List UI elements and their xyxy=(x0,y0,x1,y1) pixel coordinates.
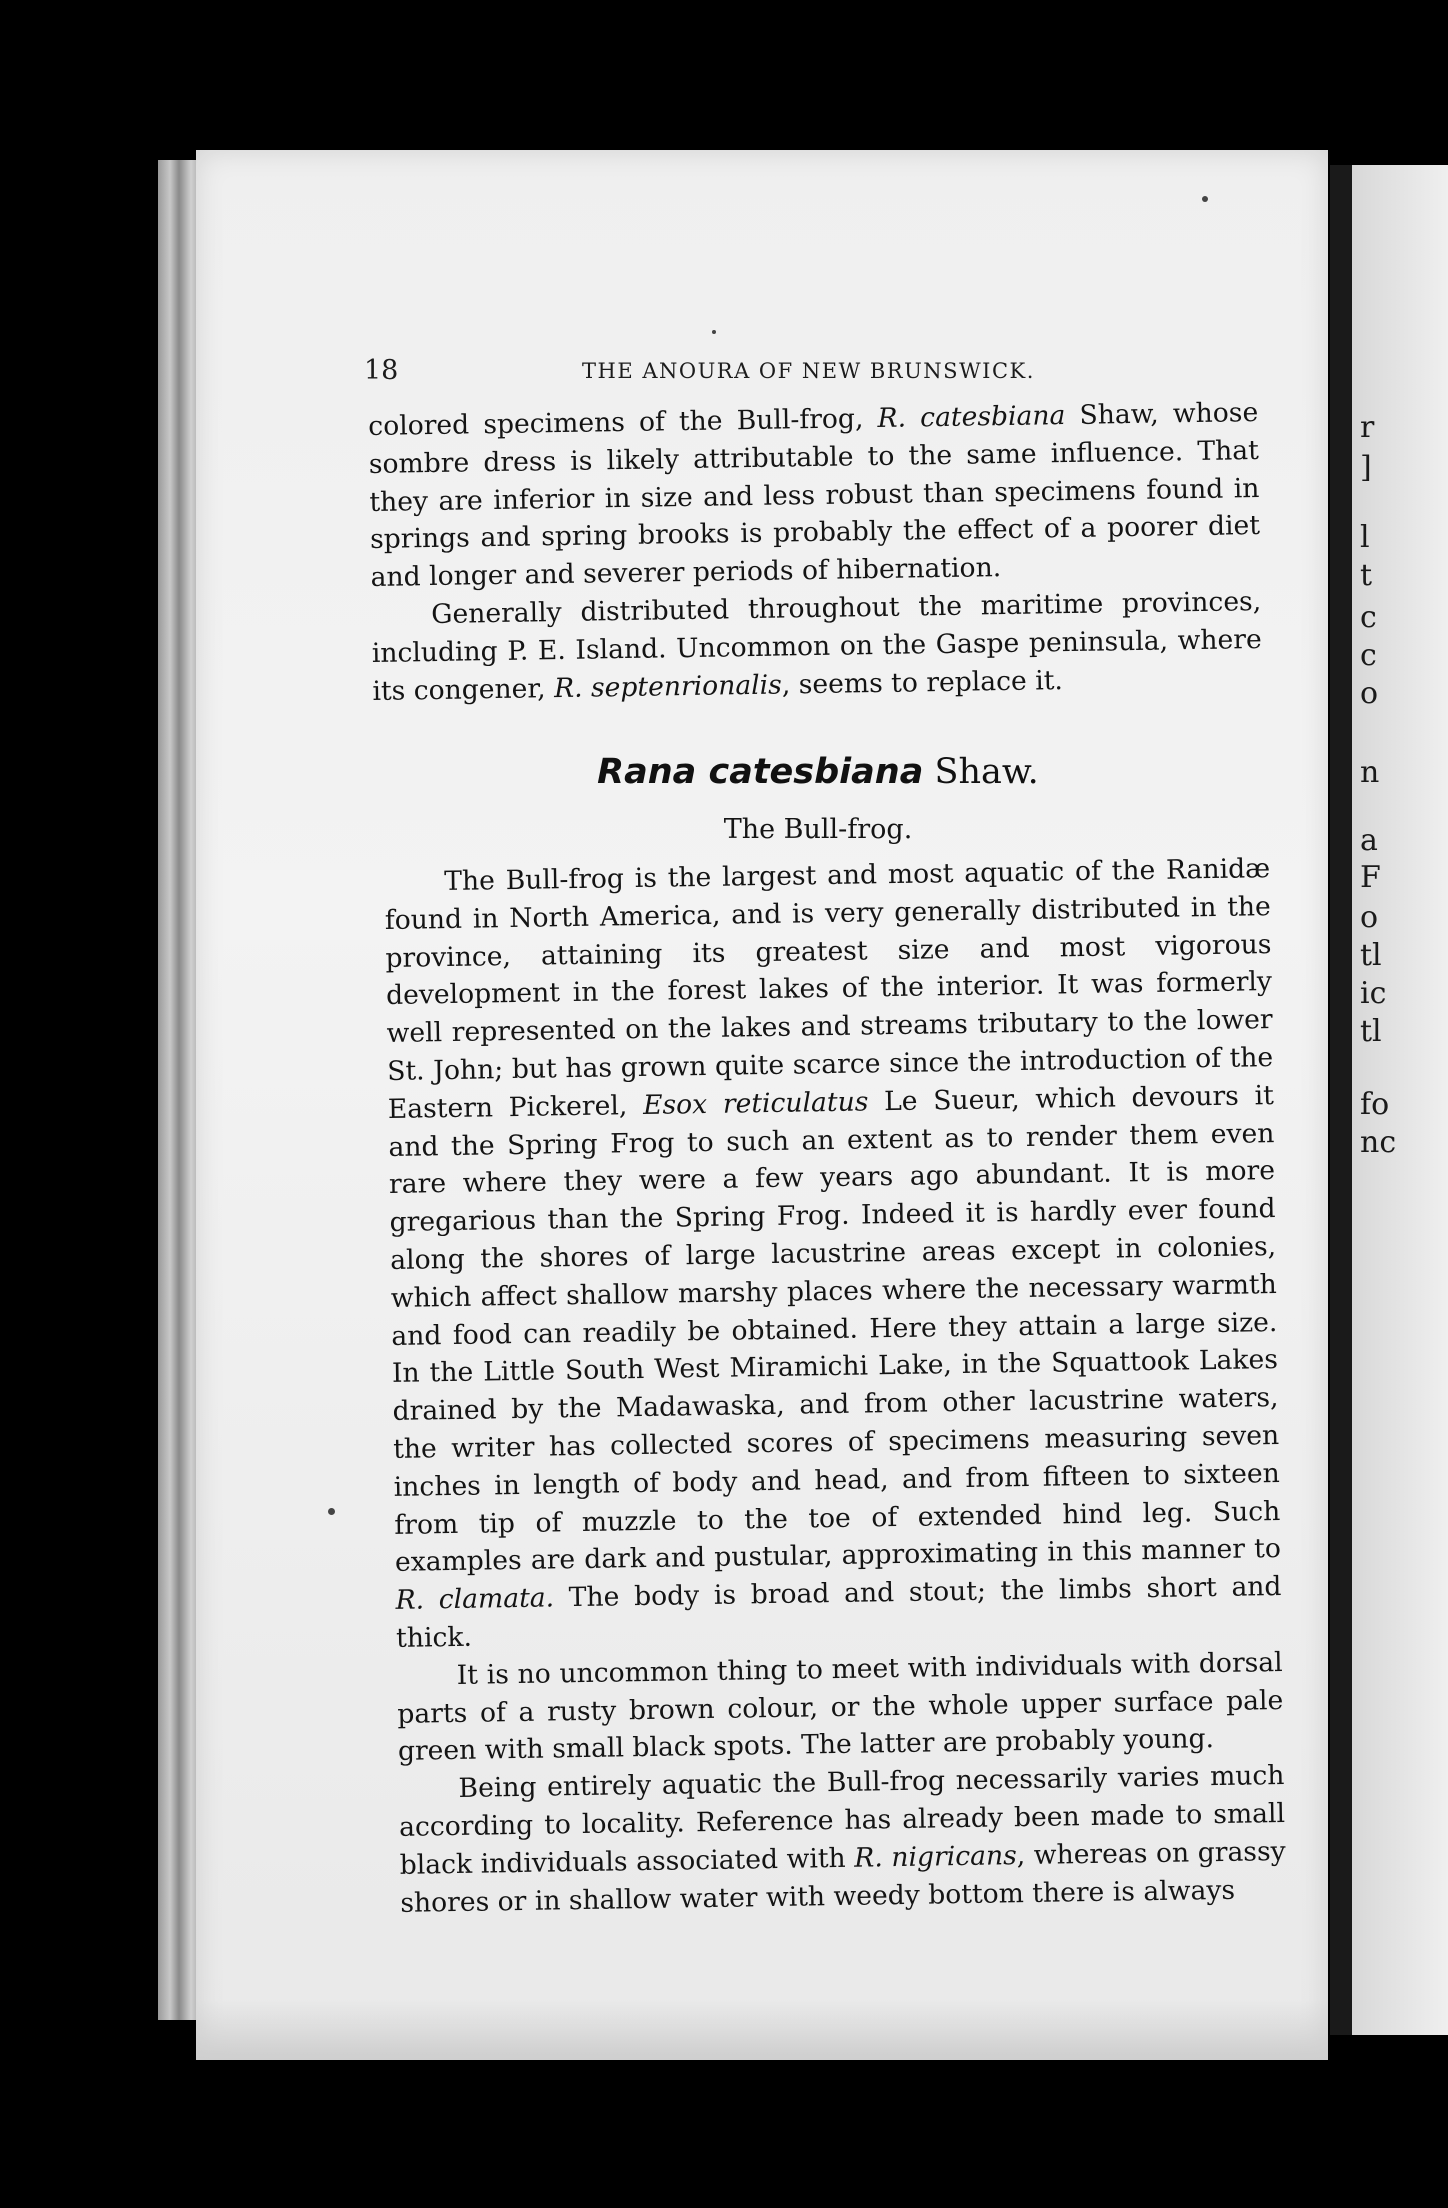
species-reference: R. catesbiana xyxy=(877,400,1066,434)
intro-paragraph-2 xyxy=(371,583,1263,710)
species-reference: Esox reticulatus xyxy=(642,1086,869,1121)
scan-speck xyxy=(712,330,716,334)
adjacent-page-fragment: tl xyxy=(1360,938,1382,973)
species-latin-name: Rana catesbiana xyxy=(597,752,924,792)
page-bottom-shadow xyxy=(196,2000,1328,2060)
intro-text xyxy=(368,394,1263,710)
page-number: 18 xyxy=(364,355,399,386)
scan-speck xyxy=(1202,196,1208,202)
species-heading xyxy=(368,752,1268,792)
body-paragraph-1 xyxy=(384,850,1282,1658)
adjacent-page-fragment: a xyxy=(1360,823,1378,858)
text-run: colored specimens of the Bull-frog, xyxy=(368,402,878,442)
species-reference: R. clamata. xyxy=(395,1582,555,1617)
text-run: , seems to replace it. xyxy=(781,664,1064,701)
text-run: Being entirely aquatic the Bull-frog necessarily varies much according to locality. Reference has already been made to small black individuals associated with xyxy=(398,1760,1286,1881)
adjacent-page-fragment: o xyxy=(1360,676,1379,711)
adjacent-page-fragment: t xyxy=(1360,558,1373,593)
adjacent-page-fragment: c xyxy=(1360,600,1377,635)
scan-speck xyxy=(328,1508,335,1515)
species-account xyxy=(384,850,1287,1922)
adjacent-page-fragment: tl xyxy=(1360,1014,1382,1049)
species-author: Shaw. xyxy=(934,752,1039,792)
page-header xyxy=(364,355,1084,395)
species-reference: R. nigricans xyxy=(854,1839,1017,1874)
adjacent-page-fragment: nc xyxy=(1360,1125,1397,1160)
body-paragraph-3 xyxy=(398,1757,1286,1922)
adjacent-page xyxy=(1352,165,1448,2035)
adjacent-page-fragment: ] xyxy=(1360,450,1372,485)
text-run: Generally distributed throughout the maritime provinces, including P. E. Island. Uncommon on the Gaspe peninsula, where its congener, xyxy=(371,585,1262,707)
book-spine xyxy=(1330,165,1352,2035)
adjacent-page-fragment: fo xyxy=(1360,1087,1390,1122)
species-reference: R. septenrionalis xyxy=(553,669,783,704)
adjacent-page-fragment: n xyxy=(1360,755,1380,790)
text-run: The body is broad and stout; the limbs short and thick. xyxy=(395,1571,1282,1654)
text-run: , whereas on grassy shores or in shallow water with weedy bottom there is always xyxy=(400,1835,1286,1919)
species-common-name: The Bull-frog. xyxy=(723,814,913,845)
running-head: THE ANOURA OF NEW BRUNSWICK. xyxy=(582,359,1035,383)
text-run: The Bull-frog is the largest and most aquatic of the Ranidæ found in North America, and is very generally distributed in the province, attaining its greatest size and most vigorous development in the forest lakes of the interior. It was formerly well represented on the lakes and streams tributary to the lower St. John; but has grown quite scarce since the introduction of the Eastern Pickerel, xyxy=(384,853,1274,1125)
text-run: Le Sueur, which devours it and the Spring Frog to such an extent as to render them even rare where they were a few years ago abundant. It is more gregarious than the Spring Frog. Indeed it is hardly ever found along the shores of large lacustrine areas except in colonies, which affect shallow marshy places where the necessary warmth and food can readily be obtained. Here they attain a large size. In the Little South West Miramichi Lake, in the Squattook Lakes drained by the Madawaska, and from other lacustrine waters, the writer has collected scores of specimens measuring seven inches in length of body and head, and from fifteen to sixteen from tip of muzzle to the toe of extended hind leg. Such examples are dark and pustular, approximating in this manner to xyxy=(388,1079,1282,1579)
adjacent-page-fragment: ic xyxy=(1360,976,1387,1011)
intro-paragraph-1 xyxy=(368,394,1261,597)
adjacent-page-fragment: c xyxy=(1360,638,1377,673)
adjacent-page-fragment: l xyxy=(1360,520,1370,555)
text-run: Shaw, whose sombre dress is likely attributable to the same influence. That they are inferior in size and less robust than specimens found in springs and spring brooks is probably the effect of a poorer diet and longer and severer periods of hibernation. xyxy=(368,397,1261,594)
body-paragraph-2: It is no uncommon thing to meet with individuals with dorsal parts of a rusty brown colour, or the whole upper surface pale green with small black spots. The latter are probably young. xyxy=(397,1646,1284,1768)
adjacent-page-fragment: r xyxy=(1360,410,1375,445)
adjacent-page-fragment: F xyxy=(1360,860,1381,895)
adjacent-page-fragment: o xyxy=(1360,900,1379,935)
